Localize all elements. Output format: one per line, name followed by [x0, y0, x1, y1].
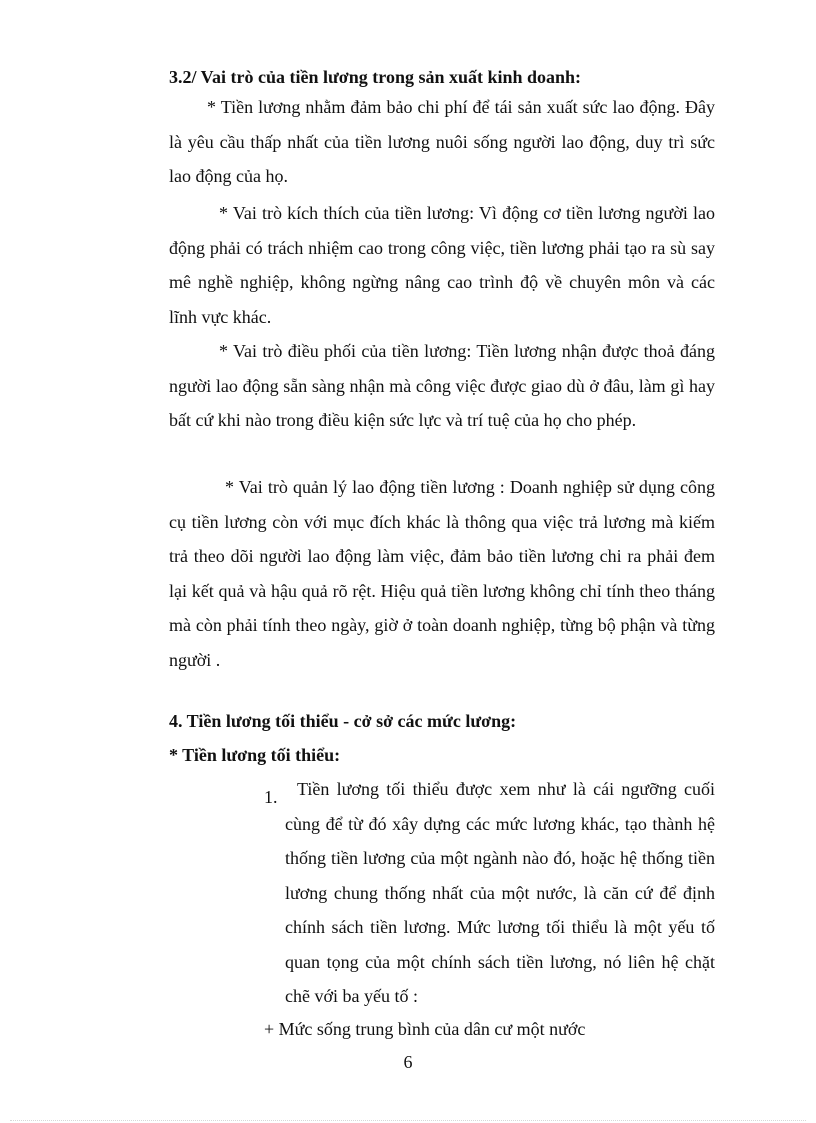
section-3-2-heading: 3.2/ Vai trò của tiền lương trong sản xuất kinh doanh:: [169, 67, 582, 87]
paragraph-coordination-role: * Vai trò điều phối của tiền lương: Tiền lương nhận được thoả đáng người lao động sẵn sàng nhận mà công việc được giao dù ở đâu, làm gì hay bất cứ khi nào trong điều kiện sức lực và trí tuệ của họ cho phép.: [169, 341, 715, 430]
paragraph-wage-reproduction: * Tiền lương nhằm đảm bảo chi phí để tái sản xuất sức lao động. Đây là yêu cầu thấp nhất của tiền lương nuôi sống người lao động, duy trì sức lao động của họ.: [169, 97, 715, 186]
page-bottom-rule: [10, 1120, 806, 1121]
list-item-number: 1.: [264, 787, 278, 807]
paragraph-management-role: * Vai trò quản lý lao động tiền lương : Doanh nghiệp sử dụng công cụ tiền lương còn với mục đích khác là thông qua việc trả lương mà kiếm trả theo dõi người lao động làm việc, đảm bảo tiền lương chi ra phải đem lại kết quả và hậu quả rõ rệt. Hiệu quả tiền lương không chỉ tính theo tháng mà còn phải tính theo ngày, giờ ở toàn doanh nghiệp, từng bộ phận và từng người .: [169, 477, 715, 670]
list-item-text: Tiền lương tối thiểu được xem như là cái ngưỡng cuối cùng để từ đó xây dựng các mức lương khác, tạo thành hệ thống tiền lương của một ngành nào đó, hoặc hệ thống tiền lương chung thống nhất của một nước, là căn cứ để định chính sách tiền lương. Mức lương tối thiểu là một yếu tố quan tọng của một chính sách tiền lương, nó liên hệ chặt chẽ với ba yếu tố :: [285, 779, 715, 1006]
bullet-living-standard: + Mức sống trung bình của dân cư một nước: [264, 1019, 586, 1039]
minimum-wage-subheading: * Tiền lương tối thiểu:: [169, 745, 341, 765]
section-4-heading: 4. Tiền lương tối thiểu - cở sở các mức lương:: [169, 711, 517, 731]
paragraph-stimulation-role: * Vai trò kích thích của tiền lương: Vì động cơ tiền lương người lao động phải có trách nhiệm cao trong công việc, tiền lương phải tạo ra sù say mê nghề nghiệp, không ngừng nâng cao trình độ về chuyên môn và các lĩnh vực khác.: [169, 203, 715, 327]
page-number: 6: [403, 1052, 413, 1072]
